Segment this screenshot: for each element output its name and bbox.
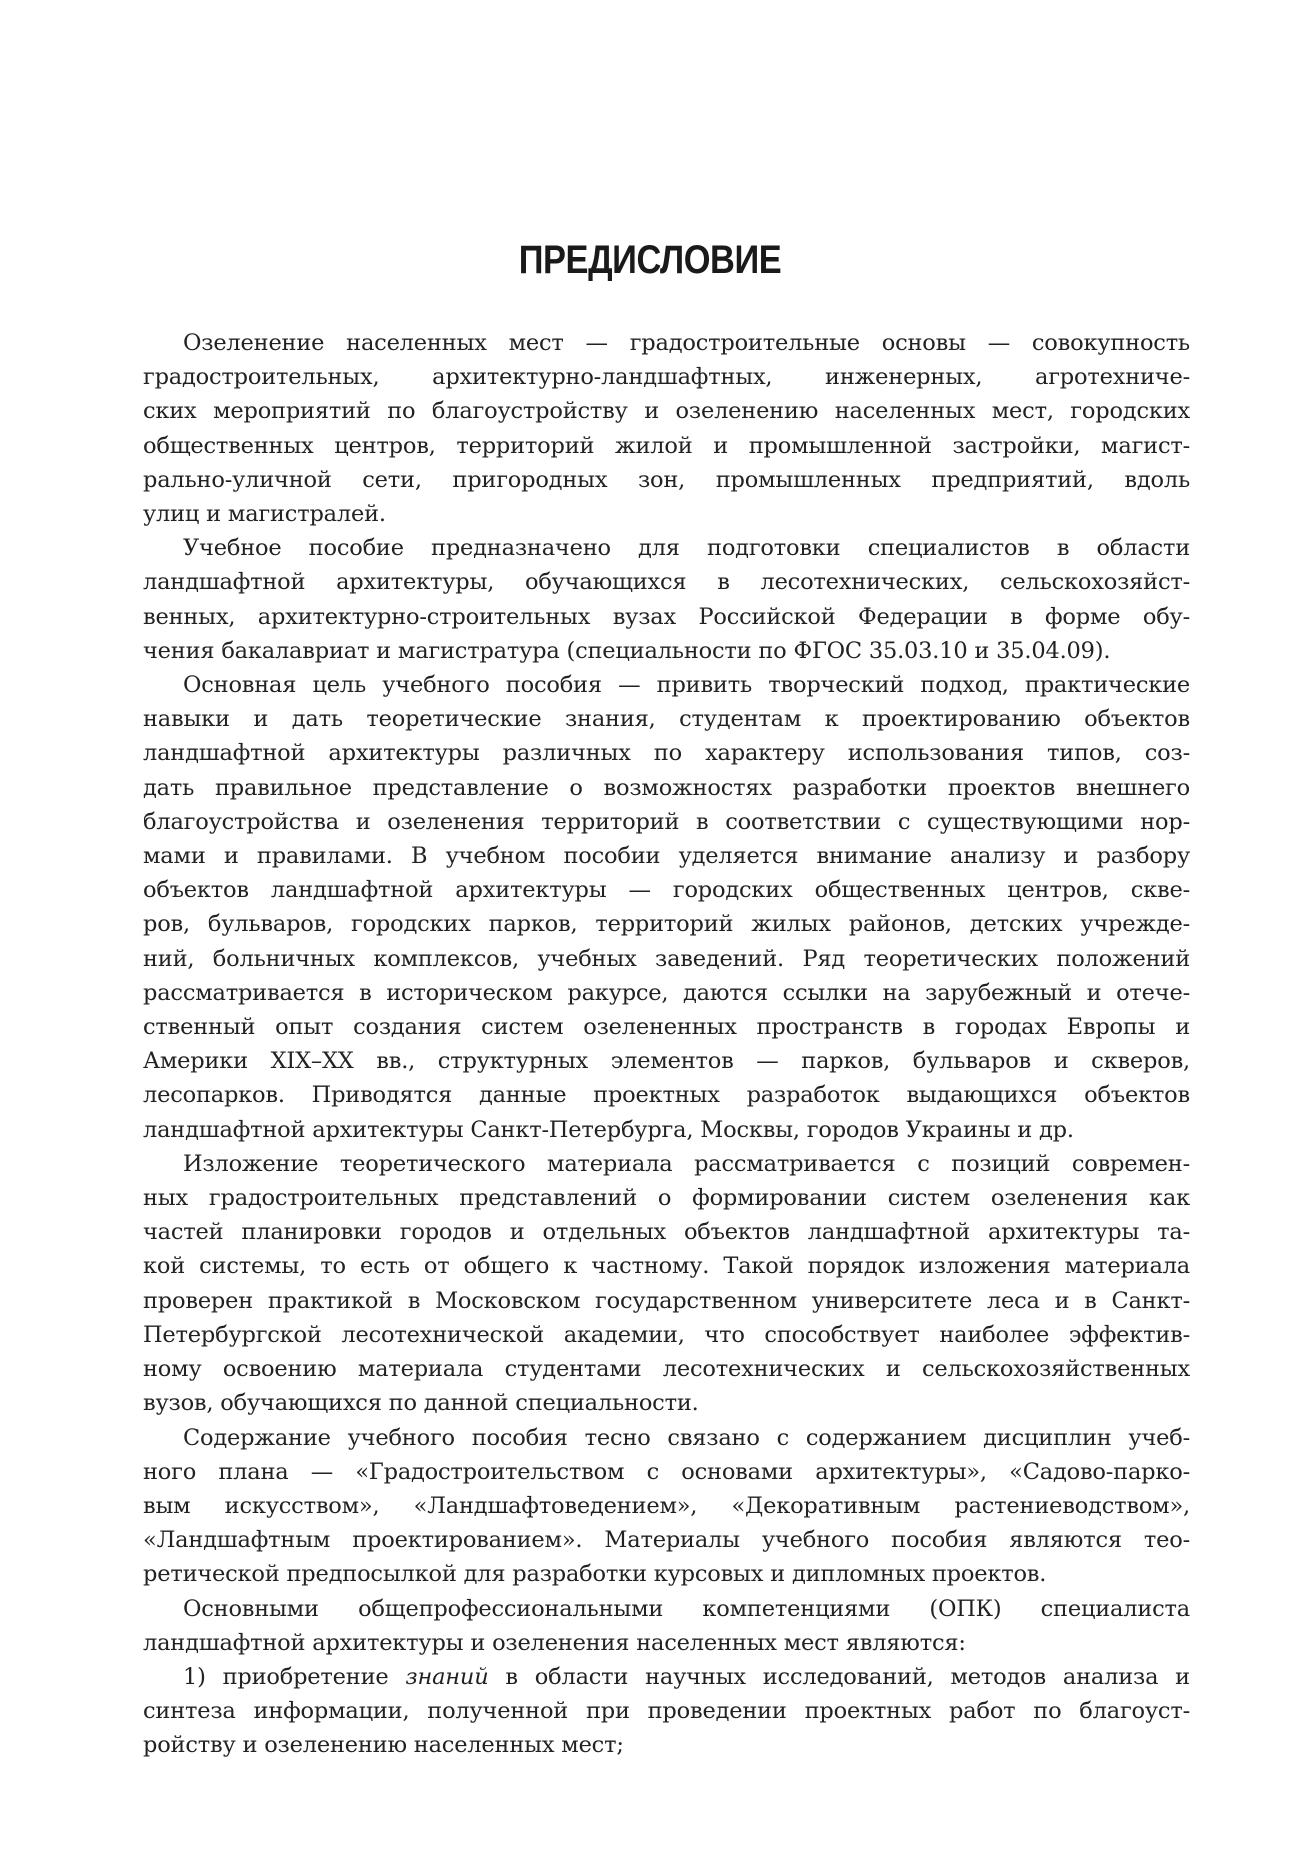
text-line: ских мероприятий по благоустройству и озеленению населенных мест, городских (143, 398, 1190, 425)
paragraph-6 (143, 1592, 1190, 1660)
text-line: ров, бульваров, городских парков, территорий жилых районов, детских учрежде- (143, 911, 1190, 938)
text-line: объектов ландшафтной архитектуры — городских общественных центров, скве- (143, 877, 1190, 904)
text-line: ландшафтной архитектуры, обучающихся в лесотехнических, сельскохозяйст- (143, 569, 1190, 596)
emphasis-text: знаний (405, 1663, 489, 1690)
text-line: Основными общепрофессиональными компетенциями (ОПК) специалиста (183, 1595, 1190, 1622)
text-line: чения бакалавриат и магистратура (специальности по ФГОС 35.03.10 и 35.04.09). (143, 637, 1111, 664)
paragraph-5 (143, 1421, 1190, 1592)
text-line: навыки и дать теоретические знания, студентам к проектированию объектов (143, 706, 1190, 733)
text-line: общественных центров, территорий жилой и промышленной застройки, магист- (143, 432, 1190, 459)
text-line: ландшафтной архитектуры различных по характеру использования типов, соз- (143, 740, 1190, 767)
text-line: лесопарков. Приводятся данные проектных разработок выдающихся объектов (143, 1082, 1190, 1109)
text-line: венных, архитектурно-строительных вузах Российской Федерации в форме обу- (143, 603, 1190, 630)
page-title: ПРЕДИСЛОВИЕ (518, 238, 782, 282)
text-line: благоустройства и озеленения территорий в соответствии с существующими нор- (143, 808, 1190, 835)
text-line: Содержание учебного пособия тесно связано с содержанием дисциплин учеб- (183, 1424, 1190, 1451)
text-line: рально-уличной сети, пригородных зон, промышленных предприятий, вдоль (143, 466, 1190, 493)
text-line: ного плана — «Градостроительством с основами архитектуры», «Садово-парко- (143, 1458, 1190, 1485)
paragraph-4 (143, 1147, 1190, 1421)
paragraph-2 (143, 531, 1190, 668)
text-line: ственный опыт создания систем озелененных пространств в городах Европы и (143, 1014, 1190, 1041)
text-line: «Ландшафтным проектированием». Материалы учебного пособия являются тео- (143, 1527, 1190, 1554)
text-line: Изложение теоретического материала рассматривается с позиций современ- (183, 1150, 1190, 1177)
text-line: улиц и магистралей. (143, 501, 386, 528)
text-line: синтеза информации, полученной при проведении проектных работ по благоуст- (143, 1698, 1190, 1725)
text-line: ройству и озеленению населенных мест; (143, 1732, 624, 1759)
text-line: ландшафтной архитектуры и озеленения населенных мест являются: (143, 1629, 966, 1656)
text-line: вузов, обучающихся по данной специальности. (143, 1390, 699, 1417)
text-line: ний, больничных комплексов, учебных заведений. Ряд теоретических положений (143, 945, 1190, 972)
text-line: кой системы, то есть от общего к частному. Такой порядок изложения материала (143, 1253, 1190, 1280)
paragraph-3 (143, 668, 1190, 1147)
text-line: вым искусством», «Ландшафтоведением», «Декоративным растениеводством», (143, 1492, 1190, 1519)
list-item-rest: в области научных исследований, методов анализа и (488, 1663, 1190, 1690)
text-line: Америки XIX–XX вв., структурных элементов — парков, бульваров и скверов, (143, 1048, 1190, 1075)
text-line: Озеленение населенных мест — градостроительные основы — совокупность (183, 330, 1190, 356)
list-item-1 (143, 1660, 1190, 1763)
text-line: рассматривается в историческом ракурсе, даются ссылки на зарубежный и отече- (143, 979, 1190, 1006)
text-line: Учебное пособие предназначено для подготовки специалистов в области (183, 535, 1190, 562)
body-text (143, 326, 1190, 1763)
text-line: ландшафтной архитектуры Санкт-Петербурга, Москвы, городов Украины и др. (143, 1116, 1074, 1143)
text-line: частей планировки городов и отдельных объектов ландшафтной архитектуры та- (143, 1219, 1190, 1246)
text-line: ных градостроительных представлений о формировании систем озеленения как (143, 1185, 1190, 1212)
text-line (143, 1660, 1190, 1694)
text-line: мами и правилами. В учебном пособии уделяется внимание анализу и разбору (143, 843, 1190, 870)
text-line: дать правильное представление о возможностях разработки проектов внешнего (143, 774, 1190, 801)
text-line: ному освоению материала студентами лесотехнических и сельскохозяйственных (143, 1356, 1190, 1383)
text-line: Петербургской лесотехнической академии, что способствует наиболее эффектив- (143, 1321, 1190, 1348)
text-line: градостроительных, архитектурно-ландшафтных, инженерных, агротехниче- (143, 364, 1190, 391)
paragraph-1 (143, 326, 1190, 531)
list-item-prefix: 1) приобретение (183, 1663, 406, 1690)
text-line: ретической предпосылкой для разработки курсовых и дипломных проектов. (143, 1561, 1047, 1588)
text-line: Основная цель учебного пособия — привить творческий подход, практические (183, 672, 1190, 699)
text-line: проверен практикой в Московском государственном университете леса и в Санкт- (143, 1287, 1190, 1314)
